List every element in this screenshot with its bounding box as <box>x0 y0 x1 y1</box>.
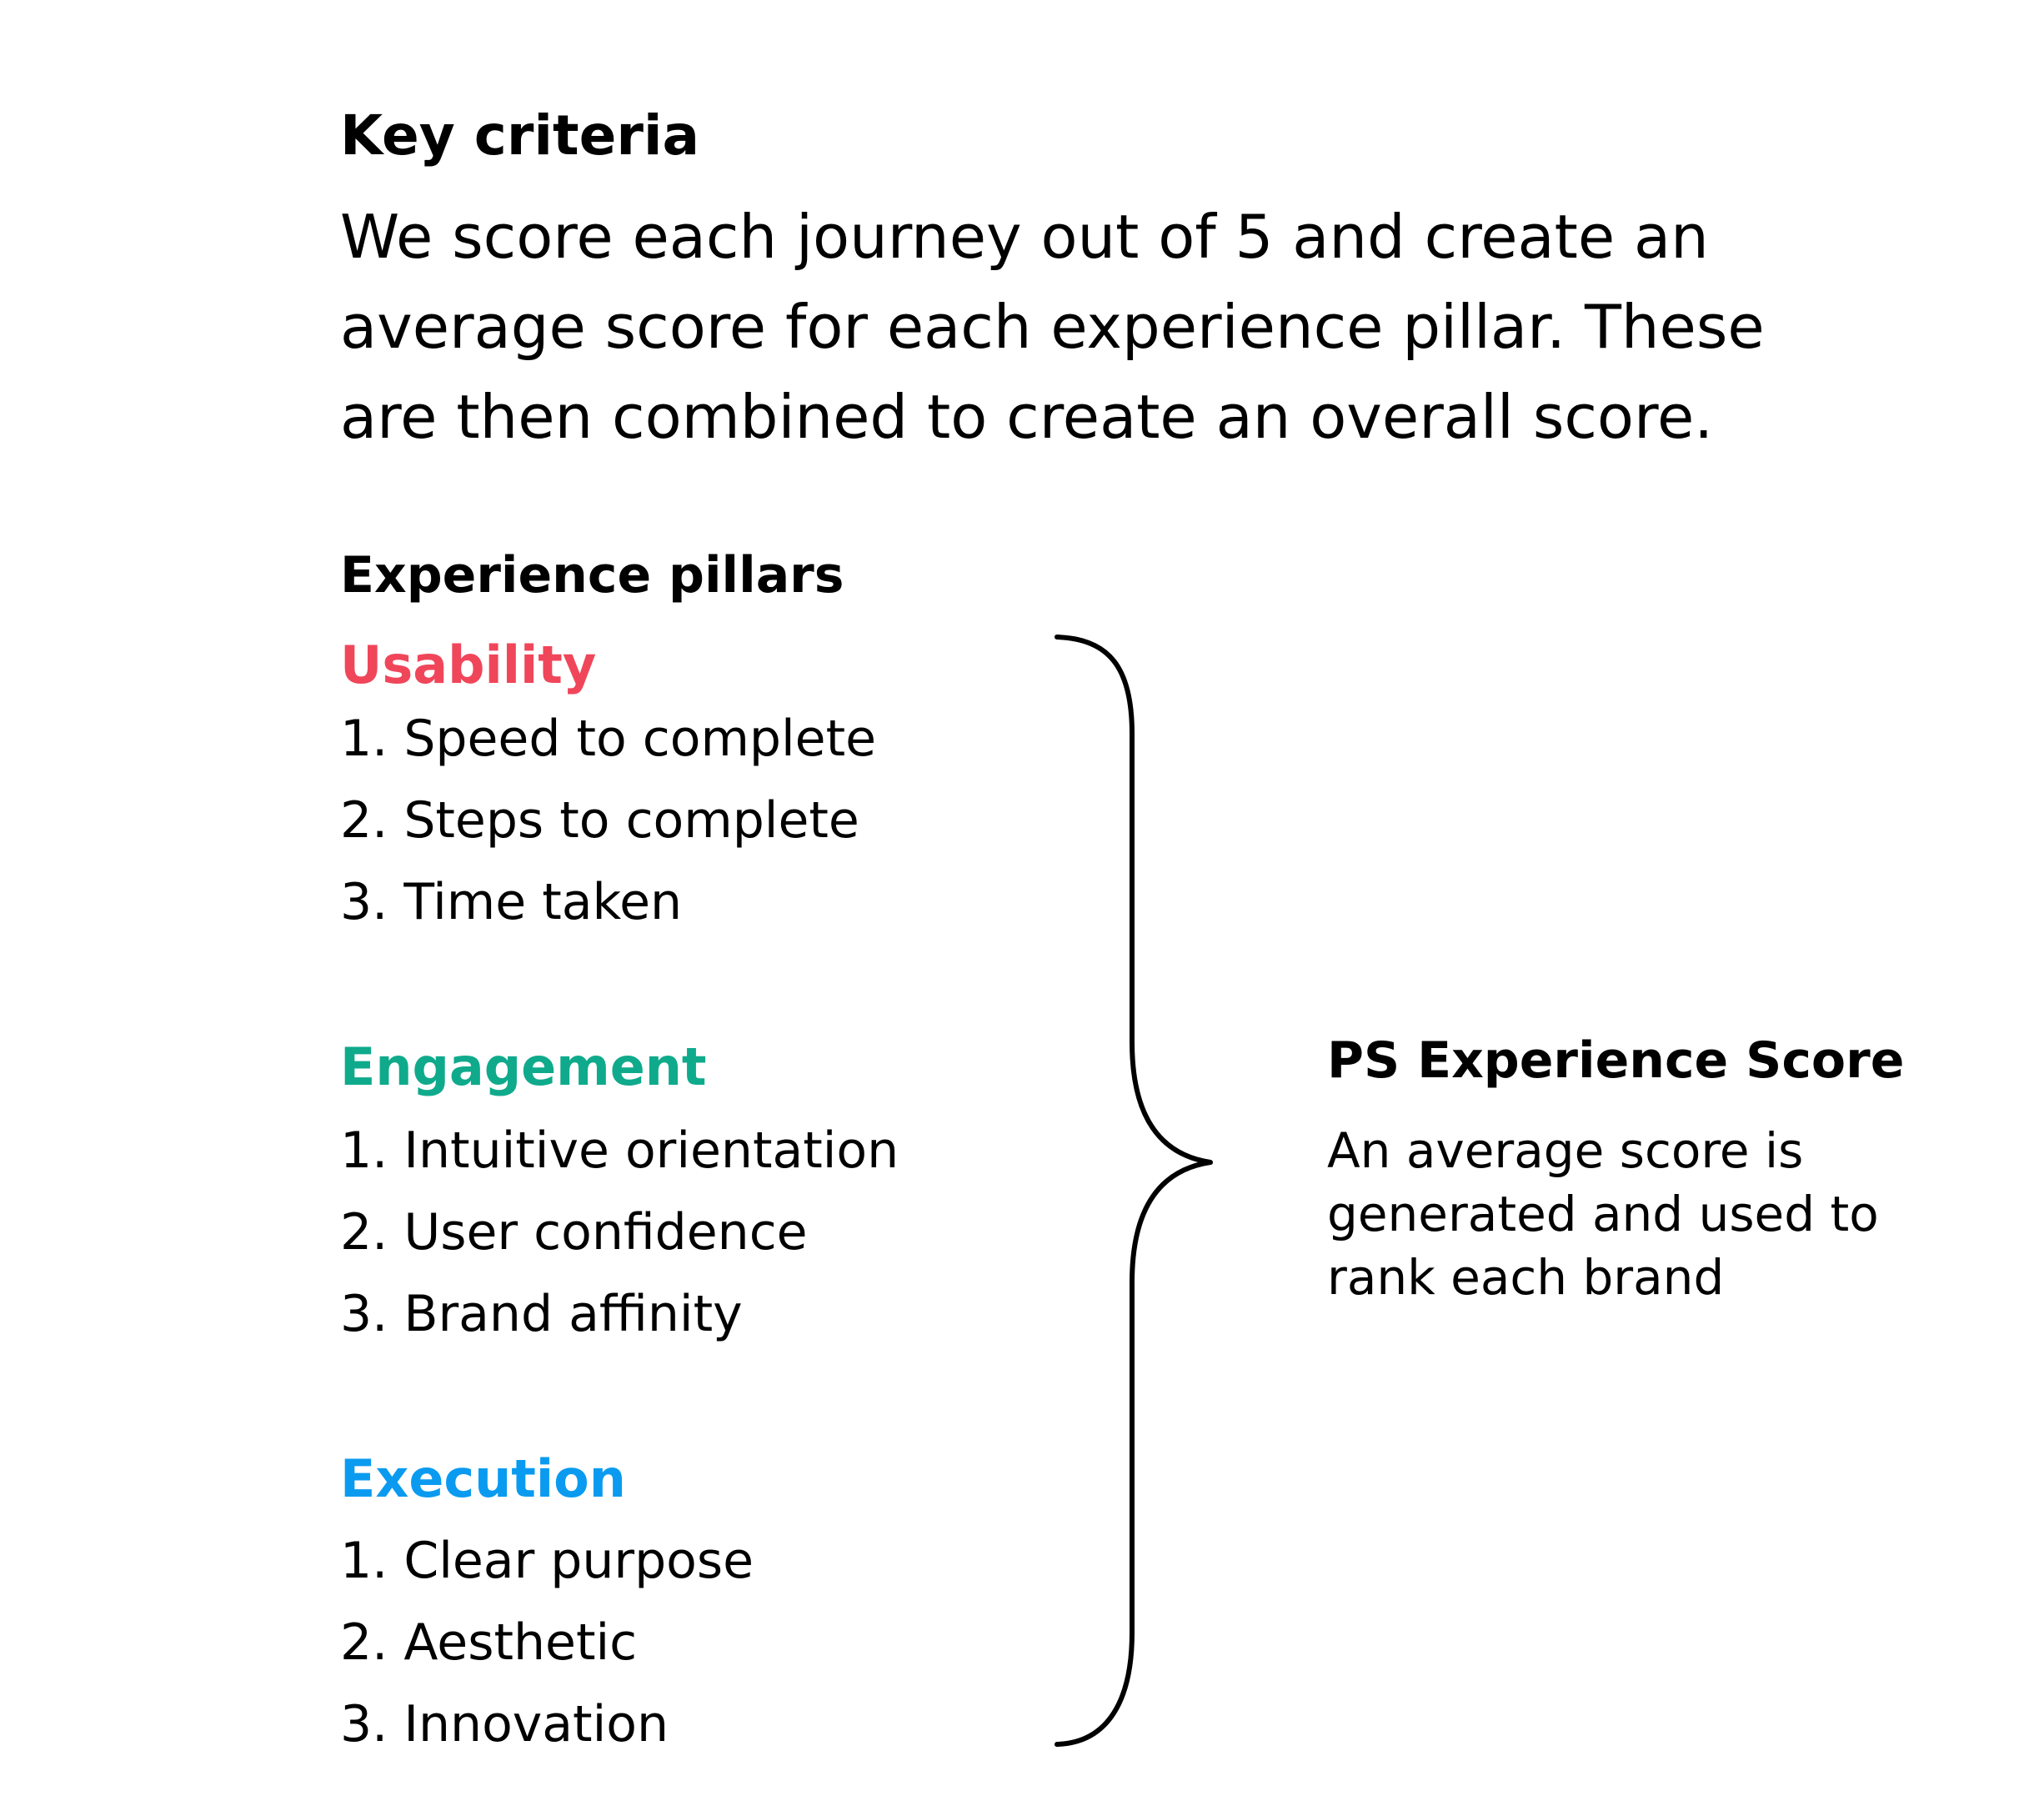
pillar-item: 1. Clear purpose <box>340 1532 754 1590</box>
score-title: PS Experience Score <box>1327 1031 1905 1090</box>
pillar-execution-title: Execution <box>340 1448 626 1509</box>
pillar-usability-title: Usability <box>340 635 597 695</box>
pillar-engagement-title: Engagement <box>340 1036 707 1097</box>
score-description <box>1327 1119 1879 1309</box>
pillar-item: 2. User confidence <box>340 1203 808 1262</box>
intro-line: are then combined to create an overall score. <box>340 382 1714 452</box>
pillar-item: 3. Innovation <box>340 1695 669 1753</box>
pillar-item: 1. Speed to complete <box>340 710 877 768</box>
score-description-line: An average score is <box>1327 1122 1804 1179</box>
pillar-item: 1. Intuitive orientation <box>340 1121 899 1180</box>
key-criteria-title: Key criteria <box>340 103 700 168</box>
intro-line: average score for each experience pillar. These <box>340 292 1765 362</box>
pillar-item: 3. Time taken <box>340 873 683 931</box>
intro-line: We score each journey out of 5 and create an <box>340 202 1709 272</box>
experience-pillars-title: Experience pillars <box>340 546 844 605</box>
score-description-line: rank each brand <box>1327 1249 1725 1306</box>
pillar-item: 2. Aesthetic <box>340 1613 638 1672</box>
pillar-item: 2. Steps to complete <box>340 791 859 850</box>
pillar-item: 3. Brand affinity <box>340 1285 743 1343</box>
score-description-line: generated and used to <box>1327 1186 1879 1242</box>
